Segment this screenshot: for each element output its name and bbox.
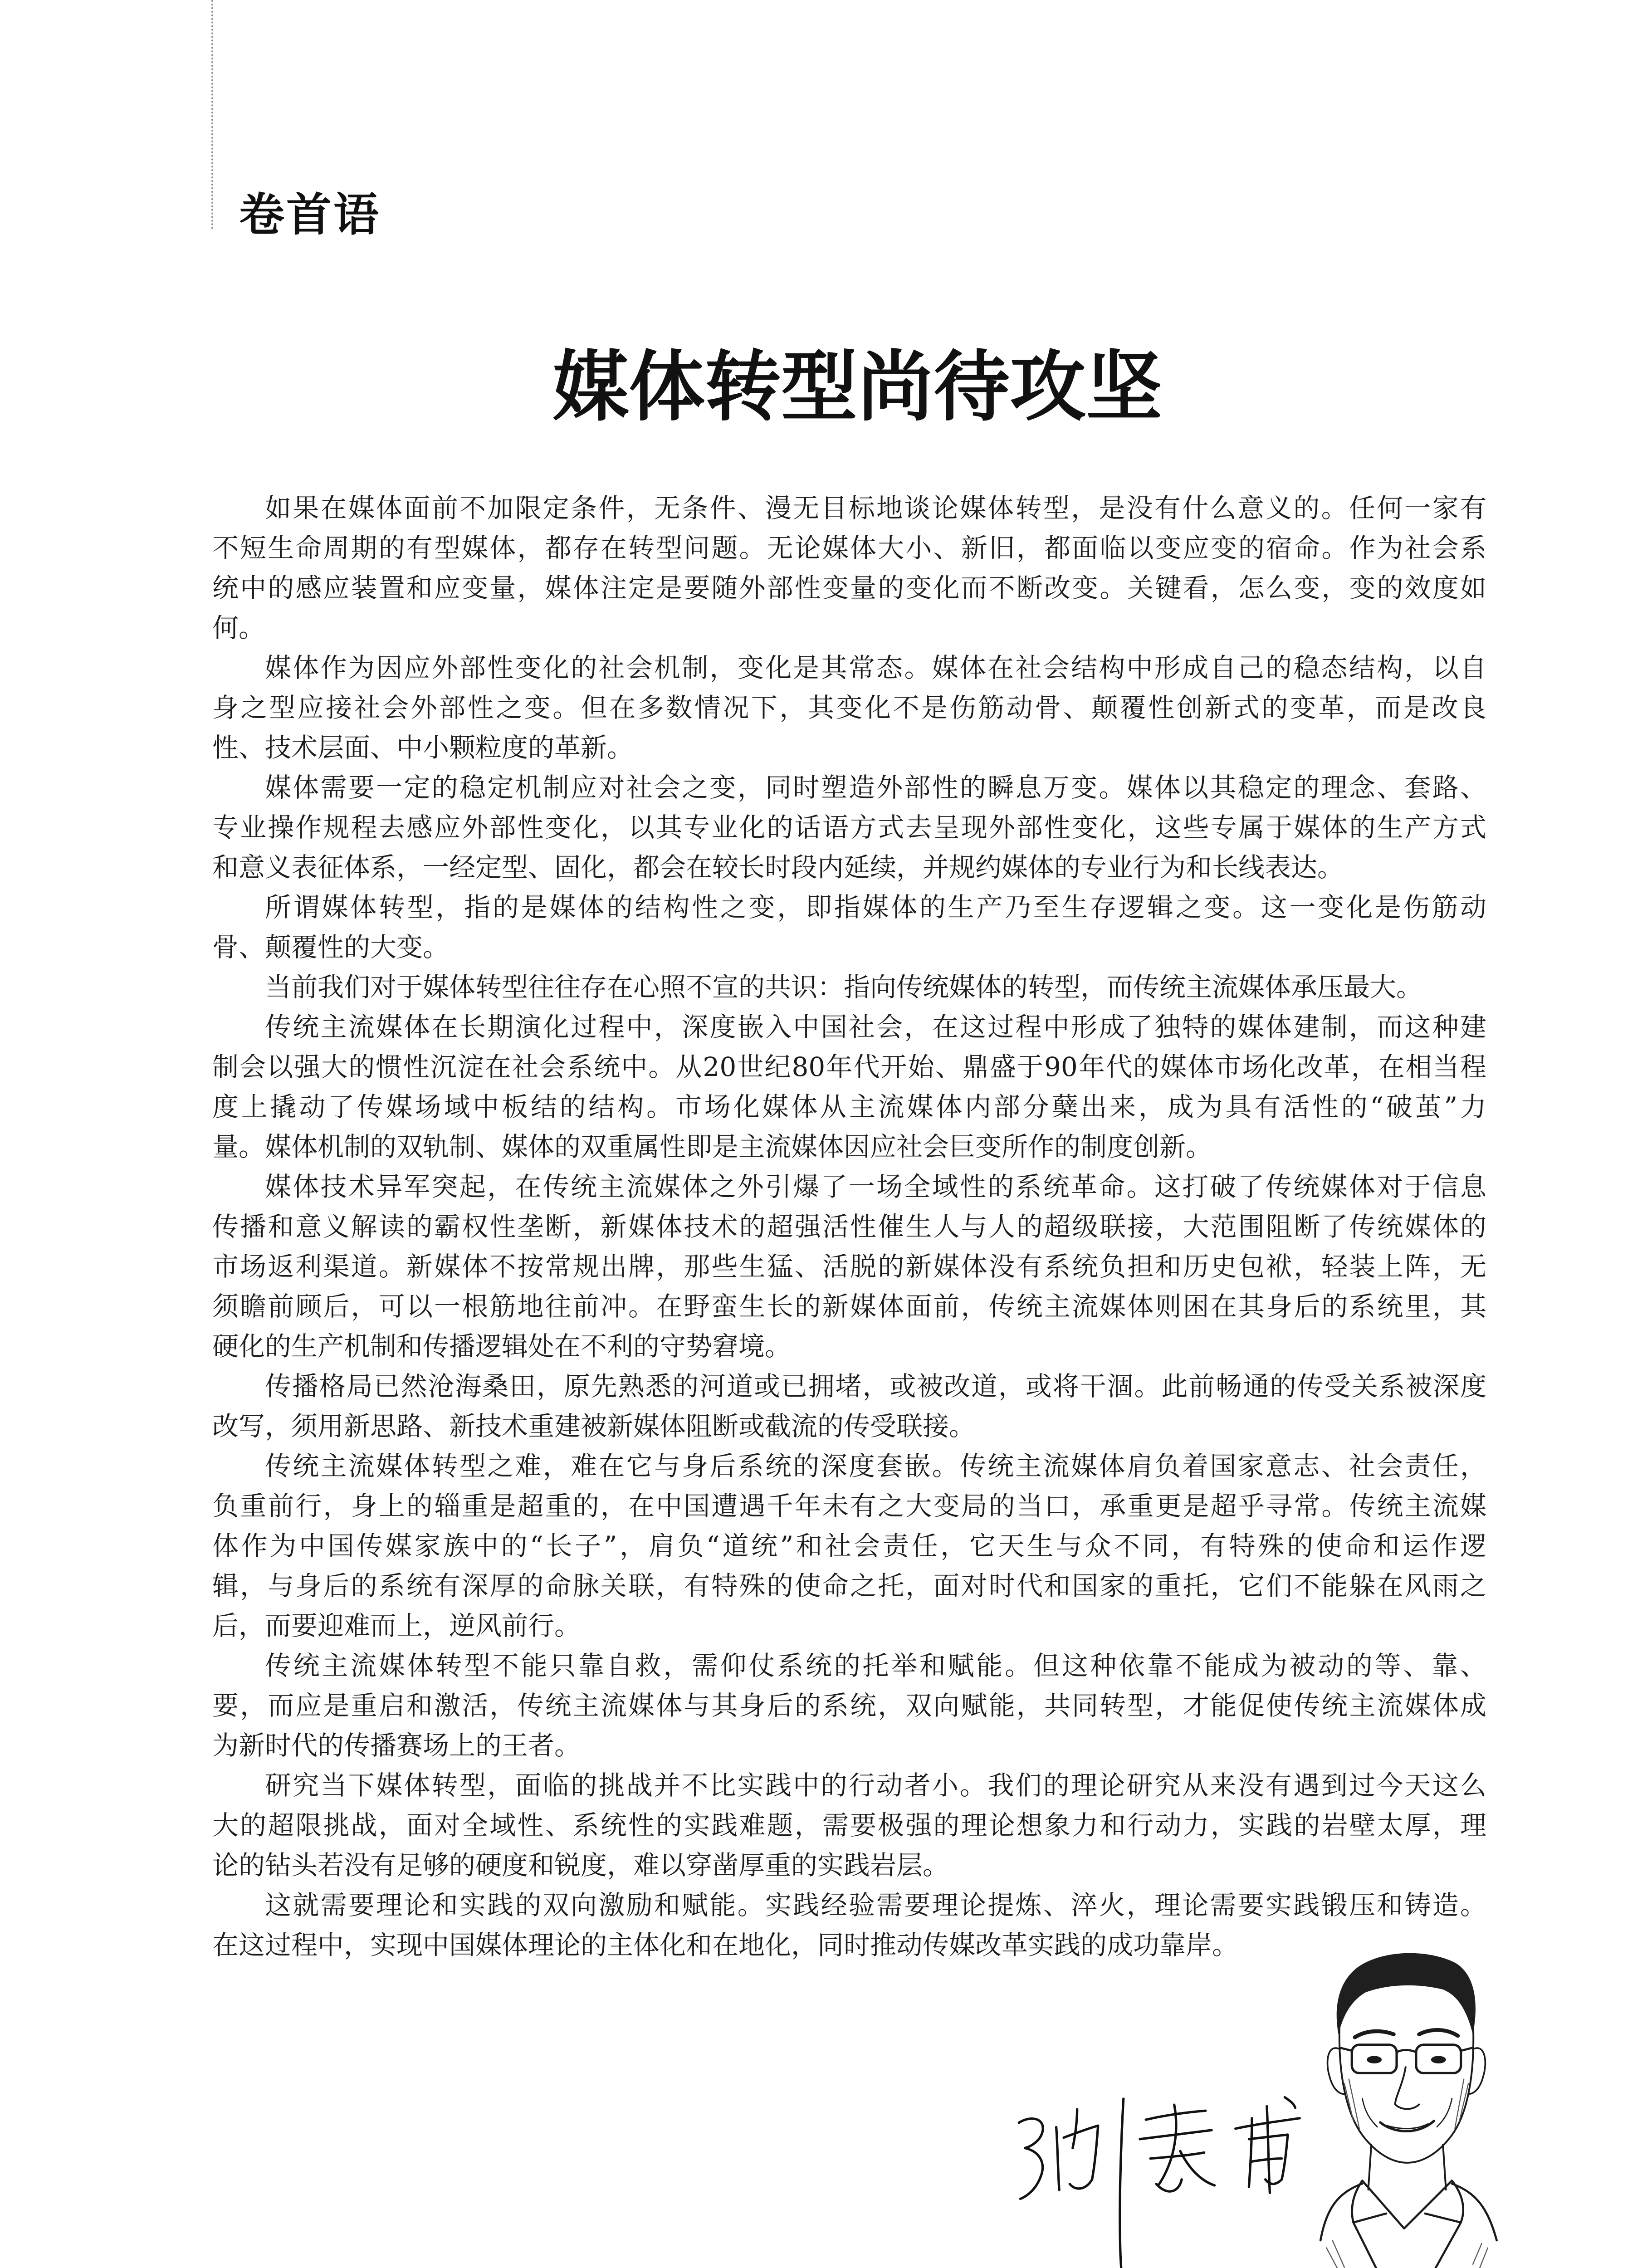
article-body [212,488,1486,1965]
text-line: 后，而要迎难而上，逆风前行。 [212,1610,581,1641]
text-line: 论的钻头若没有足够的硬度和锐度，难以穿凿厚重的实践岩层。 [212,1850,949,1881]
text-line: 要，而应是重启和激活，传统主流媒体与其身后的系统，双向赋能，共同转型，才能促使传统主流媒体成 [212,1690,1486,1721]
text-line: 专业操作规程去感应外部性变化，以其专业化的话语方式去呈现外部性变化，这些专属于媒体的生产方式 [212,812,1486,843]
text-line: 传播和意义解读的霸权性垄断，新媒体技术的超强活性催生人与人的超级联接，大范围阻断了传统媒体的 [212,1211,1486,1242]
portrait-jacket [1320,2184,1496,2268]
handwritten-signature [1008,2084,1307,2268]
portrait-nose [1395,2067,1419,2109]
text-line: 身之型应接社会外部性之变。但在多数情况下，其变化不是伤筋动骨、颠覆性创新式的变革，而是改良 [212,692,1486,723]
portrait-face [1339,2016,1473,2163]
author-portrait-sketch [1315,1949,1509,2268]
paragraph [212,887,1486,967]
paragraph [212,648,1486,767]
paragraph [212,1885,1486,1965]
text-line: 辑，与身后的系统有深厚的命脉关联，有特殊的使命之托，面对时代和国家的重托，它们不能躲在风雨之 [212,1570,1486,1601]
portrait-eye-left [1367,2056,1382,2063]
text-line: 须瞻前顾后，可以一根筋地往前冲。在野蛮生长的新媒体面前，传统主流媒体则困在其身后的系统里，其 [212,1291,1486,1322]
text-line: 负重前行，身上的辎重是超重的，在中国遭遇千年未有之大变局的当口，承重更是超乎寻常。传统主流媒 [212,1491,1486,1521]
signature-char-3 [1236,2097,1300,2193]
text-line: 市场返利渠道。新媒体不按常规出牌，那些生猛、活脱的新媒体没有系统负担和历史包袱，轻装上阵，无 [212,1251,1486,1282]
text-line: 在这过程中，实现中国媒体理论的主体化和在地化，同时推动传媒改革实践的成功靠岸。 [212,1930,1239,1960]
text-line: 所谓媒体转型，指的是媒体的结构性之变，即指媒体的生产乃至生存逻辑之变。这一变化是伤筋动 [265,892,1486,923]
paragraph [212,1167,1486,1366]
signature-long-stroke [1120,2099,1126,2268]
paragraph [212,1446,1486,1646]
text-line: 传统主流媒体转型之难，难在它与身后系统的深度套嵌。传统主流媒体肩负着国家意志、社会责任， [265,1451,1486,1481]
text-line: 制会以强大的惯性沉淀在社会系统中。从20世纪80年代开始、鼎盛于90年代的媒体市场化改革，在相当程 [212,1051,1486,1082]
text-line: 媒体作为因应外部性变化的社会机制，变化是其常态。媒体在社会结构中形成自己的稳态结构，以自 [265,652,1486,683]
text-line: 量。媒体机制的双轨制、媒体的双重属性即是主流媒体因应社会巨变所作的制度创新。 [212,1131,1212,1162]
text-line: 传统主流媒体转型不能只靠自救，需仰仗系统的托举和赋能。但这种依靠不能成为被动的等、靠、 [265,1650,1486,1681]
text-line: 何。 [212,612,265,643]
text-line: 度上撬动了传媒场域中板结的结构。市场化媒体从主流媒体内部分蘖出来，成为具有活性的“破茧”力 [212,1091,1486,1122]
portrait-eyebrows [1355,2030,1458,2037]
paragraph [212,1007,1486,1167]
portrait-ear-right [1468,2048,1485,2094]
signature-char-1 [1019,2109,1098,2199]
paragraph [212,767,1486,887]
text-line: 统中的感应装置和应变量，媒体注定是要随外部性变量的变化而不断改变。关键看，怎么变，变的效度如 [212,572,1486,603]
text-line: 媒体需要一定的稳定机制应对社会之变，同时塑造外部性的瞬息万变。媒体以其稳定的理念、套路、 [265,772,1486,803]
portrait-glasses [1340,2045,1473,2073]
paragraph [212,488,1486,648]
text-line: 硬化的生产机制和传播逻辑处在不利的守势窘境。 [212,1331,792,1362]
text-line: 体作为中国传媒家族中的“长子”，肩负“道统”和社会责任，它天生与众不同，有特殊的使命和运作逻 [212,1530,1486,1561]
text-line: 为新时代的传播赛场上的王者。 [212,1730,581,1761]
text-line: 骨、颠覆性的大变。 [212,932,450,963]
text-line: 传播格局已然沧海桑田，原先熟悉的河道或已拥堵，或被改道，或将干涸。此前畅通的传受关系被深度 [265,1371,1486,1402]
text-line: 研究当下媒体转型，面临的挑战并不比实践中的行动者小。我们的理论研究从来没有遇到过今天这么 [265,1770,1486,1801]
portrait-neck [1369,2145,1446,2190]
paragraph [212,967,1486,1007]
section-label: 卷首语 [239,188,381,241]
text-line: 不短生命周期的有型媒体，都存在转型问题。无论媒体大小、新旧，都面临以变应变的宿命。作为社会系 [212,533,1486,563]
portrait-shading [1326,2079,1488,2268]
text-line: 媒体技术异军突起，在传统主流媒体之外引爆了一场全域性的系统革命。这打破了传统媒体对于信息 [265,1171,1486,1202]
dotted-margin-line [211,0,213,229]
paragraph [212,1366,1486,1446]
article-title: 媒体转型尚待攻坚 [552,342,1162,431]
text-line: 如果在媒体面前不加限定条件，无条件、漫无目标地谈论媒体转型，是没有什么意义的。任何一家有 [265,493,1486,523]
portrait-hair [1337,1953,1476,2034]
text-line: 性、技术层面、中小颗粒度的革新。 [212,732,634,763]
text-line: 传统主流媒体在长期演化过程中，深度嵌入中国社会，在这过程中形成了独特的媒体建制，而这种建 [265,1012,1486,1042]
paragraph [212,1765,1486,1885]
text-line: 当前我们对于媒体转型往往存在心照不宣的共识：指向传统媒体的转型，而传统主流媒体承压最大。 [265,972,1423,1002]
paragraph [212,1646,1486,1765]
text-line: 和意义表征体系，一经定型、固化，都会在较长时段内延续，并规约媒体的专业行为和长线表达。 [212,852,1344,883]
text-line: 改写，须用新思路、新技术重建被新媒体阻断或截流的传受联接。 [212,1411,976,1442]
text-line: 这就需要理论和实践的双向激励和赋能。实践经验需要理论提炼、淬火，理论需要实践锻压和铸造。 [265,1890,1486,1921]
portrait-eye-right [1431,2056,1446,2063]
signature-char-2 [1140,2105,1215,2191]
text-line: 大的超限挑战，面对全域性、系统性的实践难题，需要极强的理论想象力和行动力，实践的岩壁太厚，理 [212,1810,1486,1841]
